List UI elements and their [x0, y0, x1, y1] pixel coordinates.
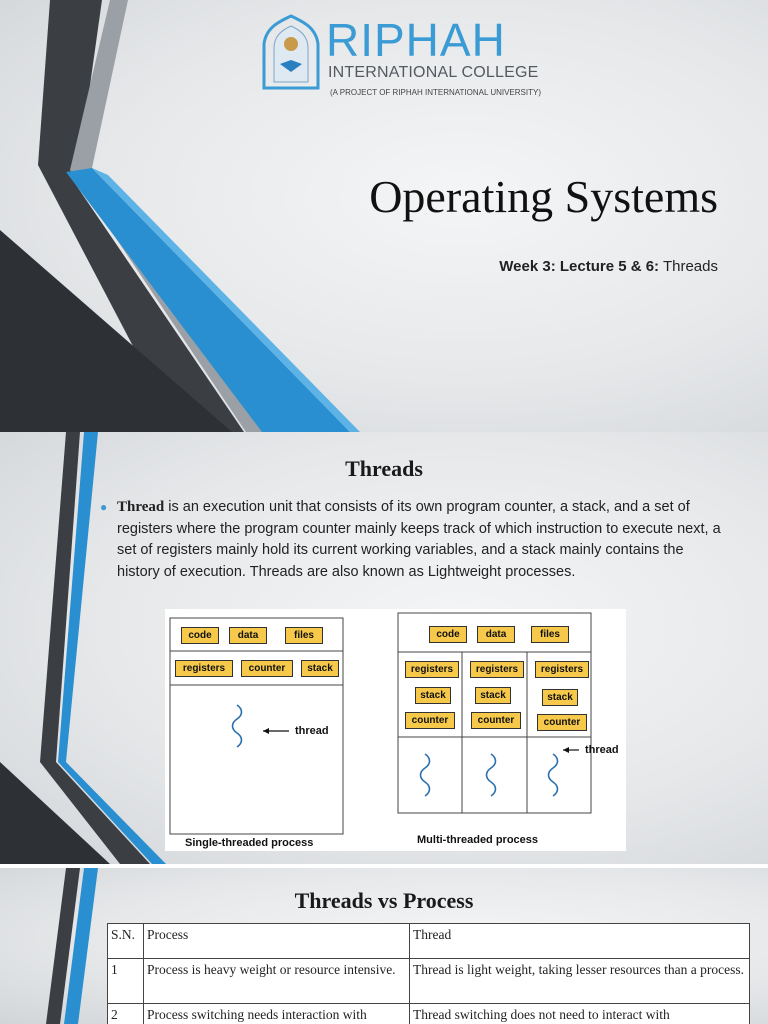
cell-thread: Thread is light weight, taking lesser resources than a process. [410, 959, 750, 1004]
single-caption: Single-threaded process [185, 837, 314, 849]
registers-box: registers [470, 661, 524, 678]
slide-title: Threads vs Process [294, 888, 474, 913]
registers-box: registers [535, 661, 589, 678]
logo-name: RIPHAH [326, 14, 506, 66]
code-box: code [181, 627, 219, 644]
data-box: data [229, 627, 267, 644]
cell-thread: Thread switching does not need to interact with [410, 1004, 750, 1024]
data-box: data [477, 626, 515, 643]
logo-subtitle: INTERNATIONAL COLLEGE [328, 64, 539, 81]
stack-box: stack [415, 687, 451, 704]
counter-box: counter [537, 714, 587, 731]
registers-box: registers [405, 661, 459, 678]
counter-box: counter [471, 712, 521, 729]
registers-box: registers [175, 660, 233, 677]
counter-box: counter [405, 712, 455, 729]
bullet-term: Thread [117, 499, 165, 515]
counter-box: counter [241, 660, 293, 677]
logo-tagline: (A PROJECT OF RIPHAH INTERNATIONAL UNIVERSITY) [330, 88, 541, 97]
slide-title: Threads [345, 456, 423, 481]
header-sn: S.N. [108, 924, 144, 959]
presentation-subtitle [499, 258, 718, 275]
table-header-row [108, 924, 750, 959]
thread-definition [100, 497, 725, 583]
subtitle-topic: Threads [659, 258, 718, 275]
presentation-title: Operating Systems [369, 171, 718, 222]
stack-box: stack [475, 687, 511, 704]
title-slide [0, 0, 768, 432]
header-thread: Thread [410, 924, 750, 959]
bullet-icon: ● [100, 500, 108, 514]
cell-process: Process is heavy weight or resource intensive. [144, 959, 410, 1004]
thread-label: thread [295, 725, 329, 737]
subtitle-week: Week 3: Lecture 5 & 6: [499, 258, 660, 275]
riphah-emblem-icon [258, 12, 324, 100]
stack-box: stack [301, 660, 339, 677]
header-process: Process [144, 924, 410, 959]
threads-vs-process-slide [0, 868, 768, 1024]
table-row [108, 1004, 750, 1024]
code-box: code [429, 626, 467, 643]
files-box: files [285, 627, 323, 644]
cell-sn: 2 [108, 1004, 144, 1024]
riphah-logo [258, 12, 548, 102]
thread-diagram [165, 609, 626, 851]
cell-sn: 1 [108, 959, 144, 1004]
table-row [108, 959, 750, 1004]
multi-caption: Multi-threaded process [417, 834, 539, 846]
bullet-text: is an execution unit that consists of its own program counter, a stack, and a set of registers where the program counter mainly keeps track of which instruction to execute next, a set of registers mainly hold its current working variables, and a stack mainly contains the history of execution. Threads are also known as Lightweight processes. [117, 499, 721, 580]
comparison-table [107, 923, 750, 1024]
thread-label: thread [585, 744, 619, 756]
cell-process: Process switching needs interaction with [144, 1004, 410, 1024]
stack-box: stack [542, 689, 578, 706]
files-box: files [531, 626, 569, 643]
threads-slide [0, 432, 768, 864]
